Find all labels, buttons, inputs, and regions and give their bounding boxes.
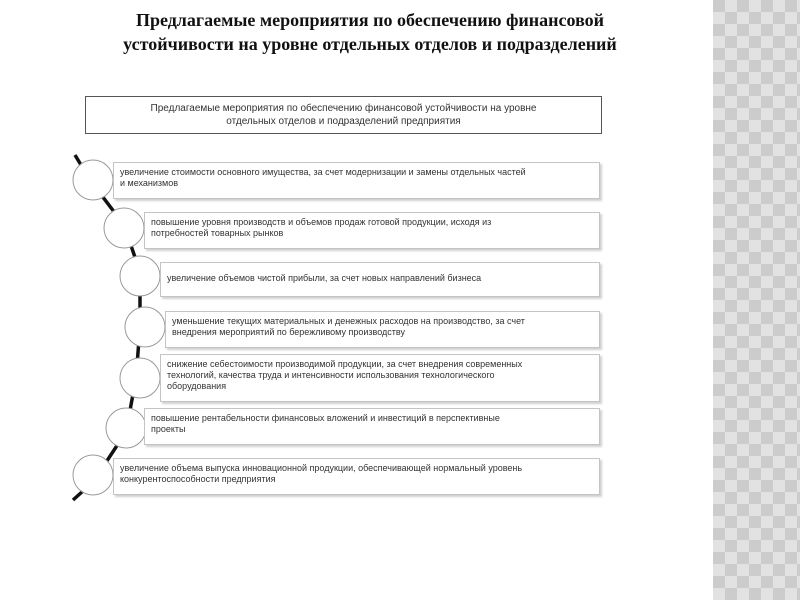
measure-item-line: повышение уровня производств и объемов продаж готовой продукции, исходя из [151,217,492,227]
measure-item [113,162,600,199]
timeline-node [73,455,113,495]
timeline-node [120,256,160,296]
measure-item-line: увеличение объема выпуска инновационной продукции, обеспечивающей нормальный уровень [120,463,523,473]
measure-item [165,311,600,348]
slide-title-line: Предлагаемые мероприятия по обеспечению финансовой [135,10,605,30]
diagram-header-line: отдельных отделов и подразделений предприятия [226,116,461,127]
slide-title-line: устойчивости на уровне отдельных отделов и подразделений [123,34,617,54]
measure-item-line: конкурентоспособности предприятия [120,474,276,484]
measure-item-line: и механизмов [120,178,179,188]
measure-item-line: внедрения мероприятий по бережливому производству [172,327,405,337]
timeline-node [104,208,144,248]
measure-item-line: технологий, качества труда и интенсивности использования технологического [167,370,495,380]
measure-item-line: уменьшение текущих материальных и денежных расходов на производство, за счет [172,316,525,326]
measure-item-line: снижение себестоимости производимой продукции, за счет внедрения современных [167,359,523,369]
measure-item-line: увеличение объемов чистой прибыли, за счет новых направлений бизнеса [167,273,482,283]
measure-item [144,212,600,249]
diagram-header-line: Предлагаемые мероприятия по обеспечению финансовой устойчивости на уровне [150,103,537,114]
measure-item-line: проекты [151,424,186,434]
measure-item [113,458,600,495]
measure-item [160,262,600,297]
timeline-node [73,160,113,200]
timeline-node [106,408,146,448]
measure-item [160,354,600,402]
measure-item-line: увеличение стоимости основного имущества, за счет модернизации и замены отдельных частей [120,167,526,177]
measure-item-line: оборудования [167,381,227,391]
timeline-node [120,358,160,398]
measure-item-line: потребностей товарных рынков [151,228,284,238]
timeline-node [125,307,165,347]
measure-item-line: повышение рентабельности финансовых вложений и инвестиций в перспективные [151,413,500,423]
measure-item [144,408,600,445]
